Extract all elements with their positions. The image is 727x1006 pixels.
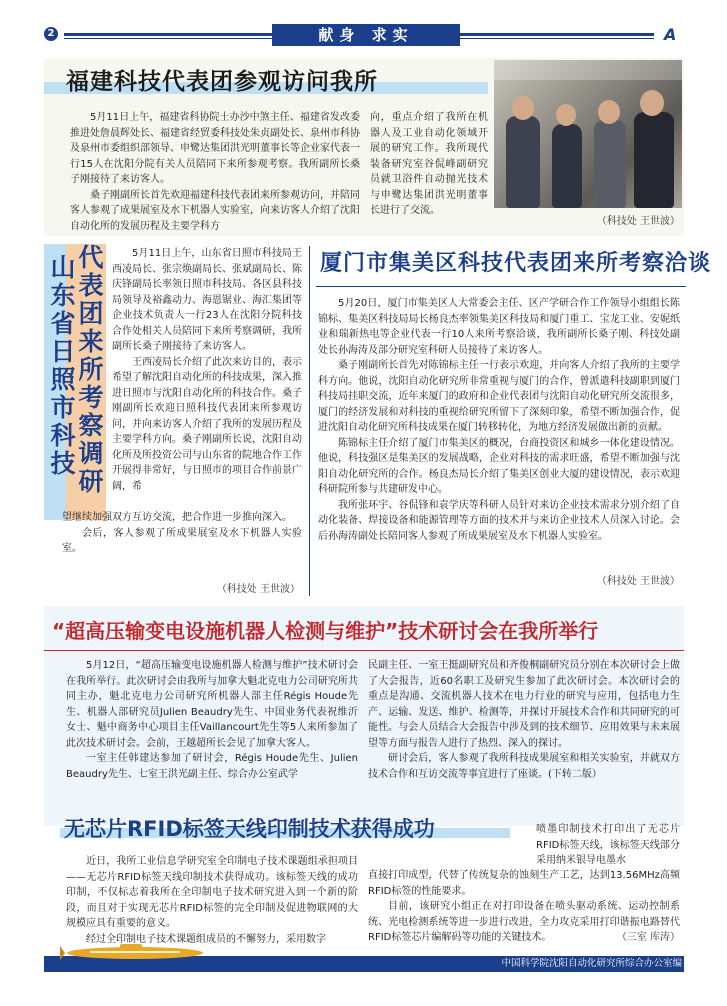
footer-publisher: 中国科学院沈阳自动化研究所综合办公室编	[501, 958, 682, 969]
article3-body	[318, 296, 680, 544]
article5-paragraph: 直接打印成型，代替了传统复杂的蚀刻生产工艺，达到13.56MHz高频RFID标签的性能要求。	[368, 870, 680, 897]
article1-title: 福建科技代表团参观访问我所	[66, 69, 378, 95]
article3-title-rule	[316, 286, 686, 287]
article1-paragraph: 桑子刚副所长首先欢迎福建科技代表团来所参观访问，并陪同客人参观了成果展室及水下机器人实验室，向来访客人介绍了沈阳自动化所的发展历程及主要学科方	[70, 189, 360, 232]
article5-paragraph: 目前，该研究小组正在对打印设备在喷头驱动系统、运动控制系统、光电检测系统等进一步进行改进，全力攻克采用打印谐振电路替代RFID标签芯片编解码等功能的关键技术。	[368, 901, 680, 943]
article1-body-left	[70, 110, 360, 234]
article3-title: 厦门市集美区科技代表团来所考察洽谈	[320, 251, 712, 276]
article5-paragraph: 经过全印制电子技术课题组成员的不懈努力，采用数字	[86, 933, 326, 945]
article3-paragraph: 我所张环宇、谷侃锋和袁学庆等科研人员针对来访企业技术需求分别介绍了自动化装备、焊接设备和能源管理等方面的技术并与来访企业技术人员深入讨论。会后孙海涛副处长陪同客人参观了所成果展室及水下机器人实验室。	[318, 499, 680, 542]
article2-paragraph: 望继续加强双方互访交流，把合作进一步推向深入。	[62, 512, 292, 523]
article5-body-right-top	[536, 822, 680, 869]
article3-paragraph: 陈锦标主任介绍了厦门市集美区的概况，台商投资区和城乡一体化建设情况。他说，科技强区是集美区的发展战略，企业对科技的需求旺盛，希望不断加强与沈阳自动化研究所的合作。杨良杰局长介绍了集美区创业大厦的建设情况，表示欢迎科研院所参与共建研发中心。	[318, 437, 680, 495]
article2-title-column-right: 代表团来所考察调研	[78, 243, 104, 496]
article4-paragraph: 5月12日，“超高压输变电设施机器人检测与维护”技术研讨会在我所举行。此次研讨会由我所与加拿大魁北克电力公司研究所共同主办，魁北克电力公司研究所机器人部主任Régis Houde先生、机器人部研究员Julien Beaudry先生、中国业务代表祝维沂女士、魁中商务中心项目主任Vaillancourt先生等5人来所参加了此次技术研讨会。会前，王越超所长会见了加拿大客人。	[66, 660, 358, 749]
article3-credit: （科技处 王世波）	[596, 576, 680, 587]
section-banner: 献身 求实	[272, 24, 460, 46]
article4-paragraph: 一室主任韩建达参加了研讨会，Régis Houde先生、Julien Beaudry先生、七室王洪光副主任、综合办公室武学	[66, 753, 358, 780]
article1-paragraph: 5月11日上午，福建省科协院士办沙中煞主任、福建省发改委推进处詹晨辉处长、福建省经贸委科技处朱贞副处长、泉州市科协及泉州市委组织部领导、申鹭达集团洪光明董事长等企业家代表一行15人在沈阳分院有关人员陪同下来所参观考察。我所副所长桑子刚接待了来访客人。	[70, 112, 360, 185]
article5-title: 无芯片RFID标签天线印制技术获得成功	[64, 817, 435, 841]
article4-paragraph: 民副主任、一室王挺副研究员和齐俊桐副研究员分别在本次研讨会上做了大会报告，近60名职工及研究生参加了此次研讨会。本次研讨会的重点是沟通、交流机器人技术在电力行业的研究与应用，包括电力生产、运输、发送、维护、检测等，并探讨开展技术合作和共同研究的可能性。与会人员结合大会报告中涉及到的技术细节、应用效果与未来展望等方面与报告人进行了热烈、深入的探讨。	[368, 660, 680, 749]
article4-body-left	[66, 658, 358, 782]
institute-logo-icon: A	[664, 25, 677, 44]
column-divider	[309, 246, 310, 596]
article2-credit: （科技处 王世波）	[216, 584, 300, 595]
article5-paragraph: 近日，我所工业信息学研究室全印制电子技术课题组承担项目——无芯片RFID标签天线印制技术获得成功。该标签天线的成功印制，不仅标志着我所在全印制电子技术研究进入到一个新的阶段，而且对于实现无芯片RFID标签的完全印制及促进物联网的大规模应具有重要的意义。	[66, 856, 358, 929]
page-number: 2	[44, 27, 58, 41]
article5-credit: （三室 库涛）	[616, 932, 680, 943]
article2-body-wide	[62, 510, 302, 557]
article2-paragraph: 王西凌局长介绍了此次来访目的，表示希望了解沈阳自动化所的科技成果，深入推进日照市与沈阳自动化所的科技合作。桑子刚副所长欢迎日照科技代表团来所参观访问，并向来访客人介绍了我所的发展历程及主要学科方向。桑子刚副所长说，沈阳自动化所及所投资公司与山东省的院地合作工作开展得非常好，与日照市的项目合作前景广阔，希	[112, 356, 302, 492]
article4-body-right	[368, 658, 680, 782]
visit-photo	[494, 60, 682, 208]
article1-body-right	[370, 110, 488, 219]
article3-paragraph: 桑子刚副所长首先对陈锦标主任一行表示欢迎，并向客人介绍了我所的主要学科方向。他说，沈阳自动化研究所非常重视与厦门的合作，曾派遣科技副职到厦门科技局挂职交流，近年来厦门的政府和企业代表团与沈阳自动化研究所交流很多，厦门的经济发展和对科技的重视给研究所留下了深刻印象，希望不断加强合作，促进沈阳自动化研究所科技成果在厦门转移转化，为地方经济发展做出新的贡献。	[318, 360, 680, 433]
article2-paragraph: 5月11日上午，山东省日照市科技局王西凌局长、张宗焕副局长、张斌副局长、陈庆锋副局长率领日照市科技局、各区县科技局领导及裕鑫动力、海恩锯业、海汇集团等企业技术负责人一行23人在沈阳分院科技合作处相关人员陪同下来所考察调研，我所副所长桑子刚接待了来访客人。	[112, 248, 302, 352]
article4-title: “超高压输变电设施机器人检测与维护”技术研讨会在我所举行	[52, 619, 599, 643]
article1-paragraph: 向，重点介绍了我所在机器人及工业自动化领域开展的研究工作。我所现代装备研究室谷侃峰副研究员就卫浴件自动抛光技术与申鹭达集团洪光明董事长进行了交流。	[370, 112, 488, 216]
article4-paragraph: 研讨会后，客人参观了我所科技成果展室和相关实验室，并就双方技术合作和互访交流等事宜进行了座谈。(下转二版）	[368, 753, 680, 780]
article5-body-left	[66, 854, 358, 947]
article3-paragraph: 5月20日，厦门市集美区人大常委会主任、区产学研合作工作领导小组组长陈锦标、集美区科技局局长杨良杰率领集美区科技局和厦门重工、宝龙工业、安妮纸业和瑞新热电等企业代表一行10人来所考察洽谈，我所副所长桑子刚、科技处副处长孙海涛及部分研究室科研人员接待了来访客人。	[318, 298, 680, 356]
article5-paragraph: 喷墨印制技术打印出了无芯片RFID标签天线，该标签天线部分采用纳米银导电墨水	[536, 824, 680, 866]
article2-title-column-left: 山东省日照市科技	[50, 253, 76, 478]
submarine-icon	[60, 940, 210, 962]
article1-credit: （科技处 王世波）	[596, 216, 680, 227]
article2-paragraph: 会后，客人参观了所成果展室及水下机器人实验室。	[62, 527, 302, 554]
article4-title-rule	[44, 650, 684, 651]
article2-body	[112, 246, 302, 494]
